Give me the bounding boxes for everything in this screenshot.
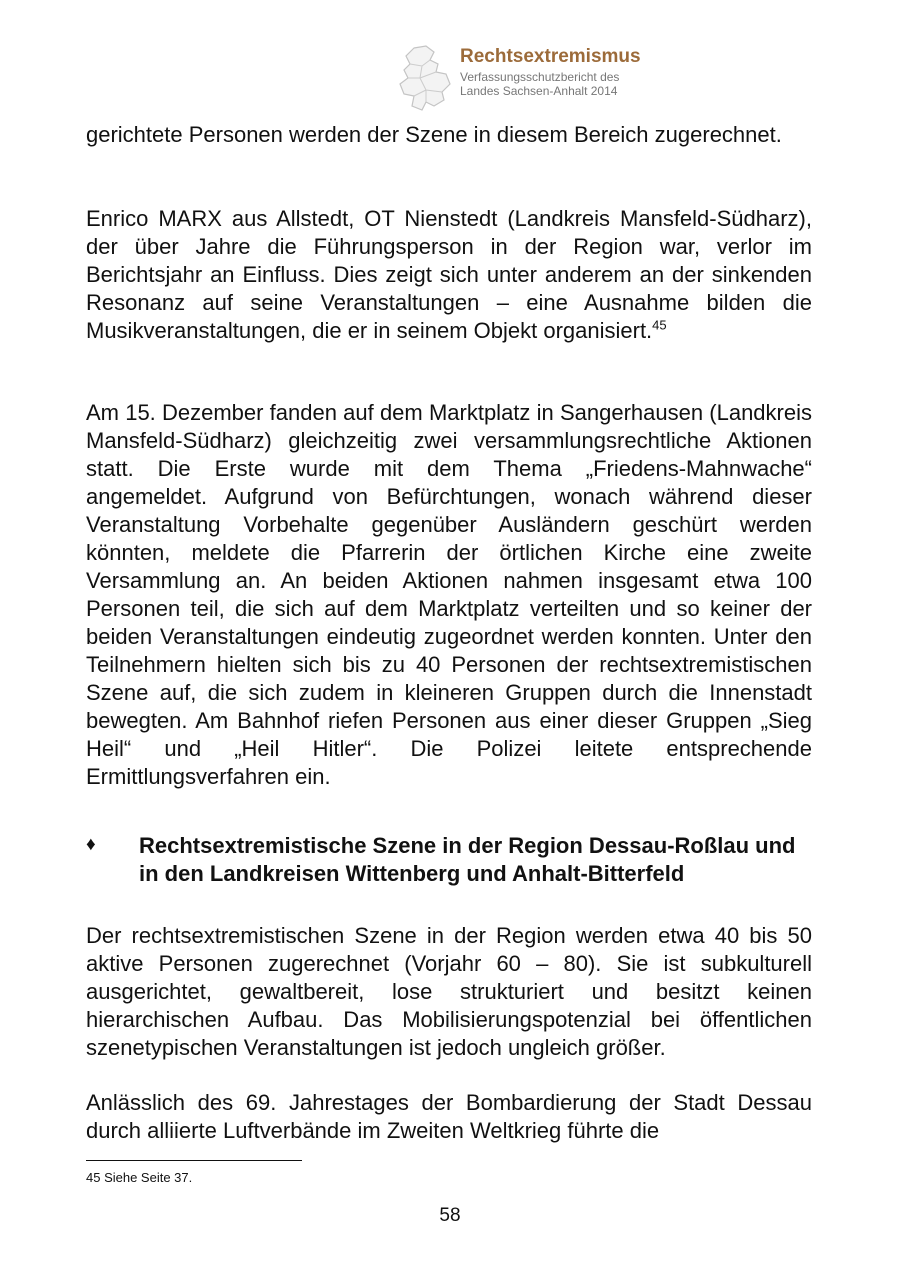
paragraph-3 xyxy=(86,399,812,791)
page-number: 58 xyxy=(439,1205,461,1226)
paragraph-4-text: Der rechtsextremistischen Szene in der Region werden etwa 40 bis 50 aktive Personen zugerechnet (Vorjahr 60 – 80). Sie ist subkulturell ausgerichtet, gewaltbereit, lose strukturiert und besitzt keinen hierarchischen Aufbau. Das Mobilisierungspotenzial bei öffentlichen szenetypischen Veranstaltungen ist jedoch ungleich größer. xyxy=(86,923,812,1060)
paragraph-1 xyxy=(86,121,812,149)
paragraph-2 xyxy=(86,205,812,345)
paragraph-1-text: gerichtete Personen werden der Szene in diesem Bereich zugerechnet. xyxy=(86,122,782,147)
paragraph-5 xyxy=(86,1089,812,1145)
footnote-divider xyxy=(86,1160,302,1161)
footnote-reference[interactable]: 45 xyxy=(652,317,667,333)
page-header xyxy=(396,40,696,115)
header-subtitle-line2: Landes Sachsen-Anhalt 2014 xyxy=(460,84,618,98)
header-title: Rechtsextremismus xyxy=(460,46,641,67)
paragraph-2-text: Enrico MARX aus Allstedt, OT Nienstedt (Landkreis Mansfeld-Südharz), der über Jahre die Führungsperson in der Region war, verlor im Berichtsjahr an Einfluss. Dies zeigt sich unter anderem an der sinkenden Resonanz auf seine Veranstaltungen – eine Ausnahme bilden die Musikveranstaltungen, die er in seinem Objekt organisiert. xyxy=(86,206,812,343)
header-subtitle-line1: Verfassungsschutzbericht des xyxy=(460,70,620,84)
section-heading: Rechtsextremistische Szene in der Region Dessau-Roßlau und in den Landkreisen Wittenberg und Anhalt-Bitterfeld xyxy=(139,833,796,886)
paragraph-3-text: Am 15. Dezember fanden auf dem Marktplatz in Sangerhausen (Landkreis Mansfeld-Südharz) gleichzeitig zwei versammlungsrechtliche Aktionen statt. Die Erste wurde mit dem Thema „Friedens-Mahnwache“ angemeldet. Aufgrund von Befürchtungen, wonach während dieser Veranstaltung Vorbehalte gegenüber Ausländern geschürt werden könnten, meldete die Pfarrerin der örtlichen Kirche eine zweite Versammlung an. An beiden Aktionen nahmen insgesamt etwa 100 Personen teil, die sich auf dem Marktplatz verteilten und so keiner der beiden Veranstaltungen eindeutig zugeordnet werden konnten. Unter den Teilnehmern hielten sich bis zu 40 Personen der rechtsextremistischen Szene auf, die sich zudem in kleineren Gruppen durch die Innenstadt bewegten. Am Bahnhof riefen Personen aus einer dieser Gruppen „Sieg Heil“ und „Heil Hitler“. Die Polizei leitete entsprechende Ermittlungsverfahren ein. xyxy=(86,400,812,789)
paragraph-5-text: Anlässlich des 69. Jahrestages der Bombardierung der Stadt Dessau durch alliierte Luftverbände im Zweiten Weltkrieg führte die xyxy=(86,1090,812,1143)
diamond-bullet-icon: ♦ xyxy=(86,834,96,855)
saxony-anhalt-map-icon xyxy=(396,44,456,112)
paragraph-4 xyxy=(86,922,812,1062)
footnote: 45 Siehe Seite 37. xyxy=(86,1170,193,1185)
